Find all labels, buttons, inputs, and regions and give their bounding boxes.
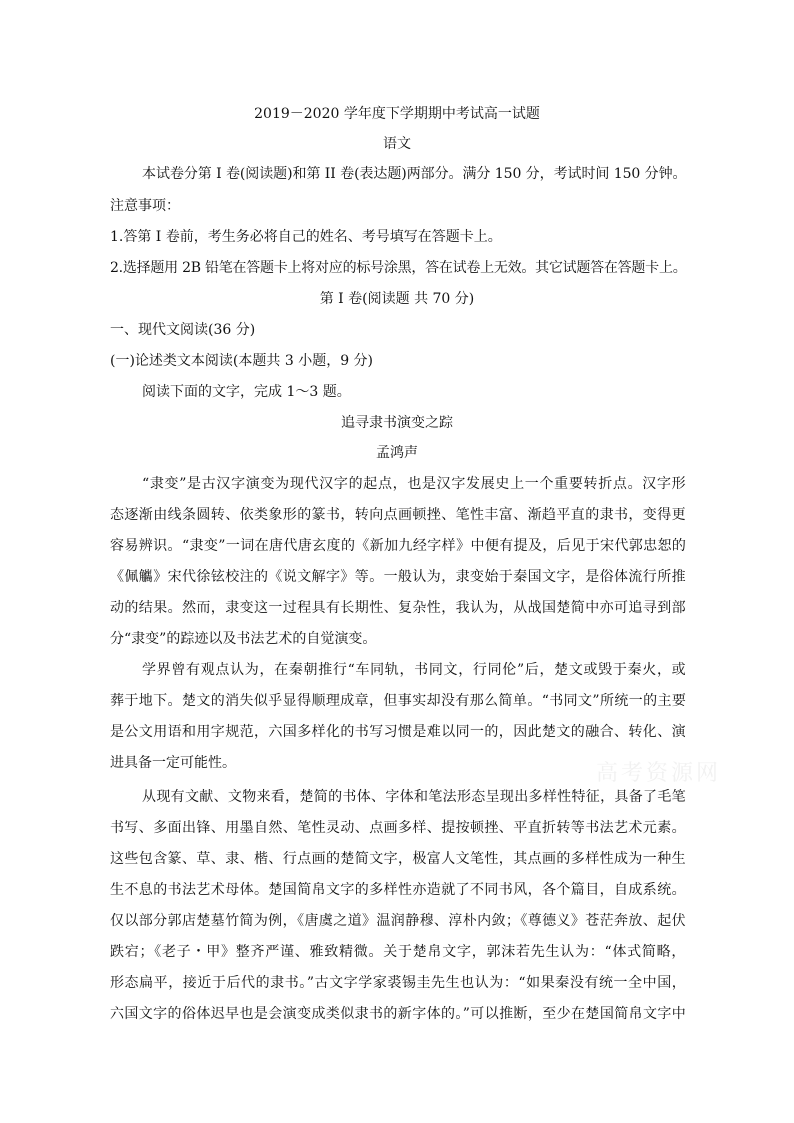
article-line: 六国文字的俗体迟早也是会演变成类似隶书的新字体的。”可以推断，至少在楚国简帛文字中 <box>110 1006 687 1022</box>
article-line: 进具备一定可能性。 <box>110 755 236 771</box>
article-line: 态逐渐由线条圆转、依类象形的篆书，转向点画顿挫、笔性丰富、渐趋平直的隶书，变得更 <box>110 507 686 523</box>
article-line: 生不息的书法艺术母体。楚国简帛文字的多样性亦造就了不同书风，各个篇目，自成系统。 <box>110 882 686 898</box>
article-line: 这些包含篆、草、隶、楷、行点画的楚简文字，极富人文笔性，其点画的多样性成为一种生 <box>110 851 686 867</box>
article-author: 孟鸿声 <box>376 445 418 461</box>
notes-heading: 注意事项： <box>110 198 180 214</box>
article-line: 容易辨识。“隶变”一词在唐代唐玄度的《新加九经字样》中便有提及，后见于宋代郭忠恕的 <box>110 538 687 554</box>
article-title: 追寻隶书演变之踪 <box>341 415 453 431</box>
article-line: 仅以部分郭店楚墓竹简为例，《唐虞之道》温润静穆、淳朴内敛；《尊德义》苍茫奔放、起伏 <box>110 913 686 929</box>
subject-title: 语文 <box>383 136 411 152</box>
article-line: “隶变”是古汉字演变为现代汉字的起点，也是汉字发展史上一个重要转折点。汉字形 <box>142 476 687 492</box>
article-line: 跌宕；《老子・甲》整齐严谨、雅致精微。关于楚帛文字，郭沫若先生认为：“体式简略， <box>110 944 687 960</box>
intro-paragraph: 本试卷分第 I 卷(阅读题)和第 II 卷(表达题)两部分。满分 150 分，考试时间 150 分钟。 <box>142 166 687 182</box>
article-line: 葬于地下。楚文的消失似乎显得顺理成章，但事实却没有那么简单。“书同文”所统一的主要 <box>110 693 687 709</box>
article-line: 是公文用语和用字规范，六国多样化的书写习惯是难以同一的，因此楚文的融合、转化、演 <box>110 724 686 740</box>
article-line: 《佩觿》宋代徐铉校注的《说文解字》等。一般认为，隶变始于秦国文字，是俗体流行所推 <box>110 569 686 585</box>
exam-title: 2019－2020 学年度下学期期中考试高一试题 <box>254 106 540 122</box>
article-line: 学界曾有观点认为，在秦朝推行“车同轨，书同文，行同伦”后，楚文或毁于秦火，或 <box>142 662 687 678</box>
watermark: 高考资源网 <box>596 761 722 786</box>
note-item-2: 2.选择题用 2B 铅笔在答题卡上将对应的标号涂黑，答在试卷上无效。其它试题答在答题卡上。 <box>110 260 687 276</box>
subsection-heading: (一)论述类文本阅读(本题共 3 小题，9 分) <box>110 353 374 369</box>
section-heading: 一、现代文阅读(36 分) <box>110 322 256 338</box>
article-line: 形态扁平，接近于后代的隶书。”古文字学家裘锡圭先生也认为：“如果秦没有统一全中国， <box>110 975 687 991</box>
reading-directive: 阅读下面的文字，完成 1～3 题。 <box>142 384 351 400</box>
note-item-1: 1.答第 I 卷前，考生务必将自己的姓名、考号填写在答题卡上。 <box>110 229 502 245</box>
article-line: 从现有文献、文物来看，楚简的书体、字体和笔法形态呈现出多样性特征，具备了毛笔 <box>142 789 686 805</box>
article-line: 分“隶变”的踪迹以及书法艺术的自觉演变。 <box>110 631 377 647</box>
article-line: 书写、多面出锋、用墨自然、笔性灵动、点画多样、提按顿挫、平直折转等书法艺术元素。 <box>110 820 686 836</box>
article-line: 动的结果。然而，隶变这一过程具有长期性、复杂性，我认为，从战国楚简中亦可追寻到部 <box>110 600 686 616</box>
part-title: 第 I 卷(阅读题 共 70 分) <box>319 291 475 307</box>
